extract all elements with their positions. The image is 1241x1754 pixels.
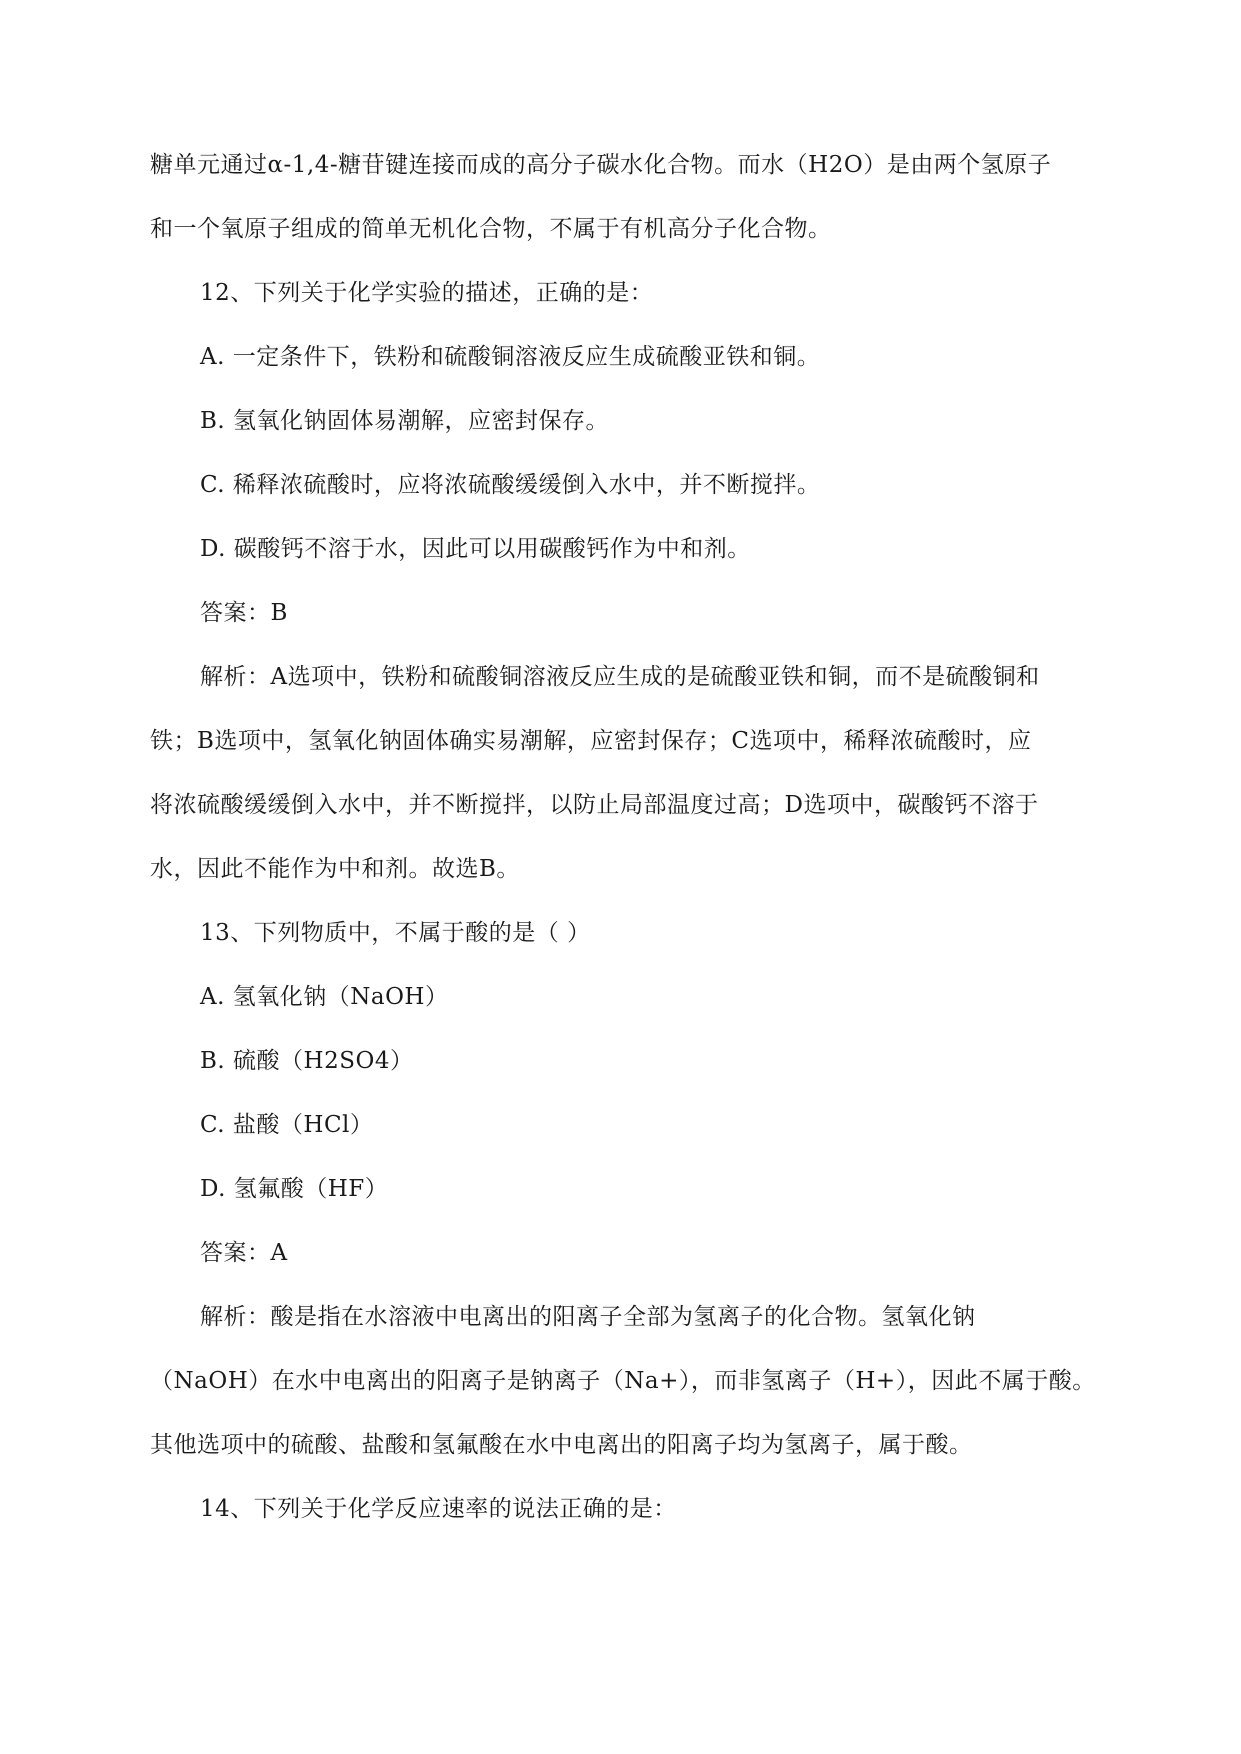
question-12-option-d: D. 碳酸钙不溶于水，因此可以用碳酸钙作为中和剂。 bbox=[200, 536, 751, 562]
question-12-explanation: 解析：A选项中，铁粉和硫酸铜溶液反应生成的是硫酸亚铁和铜，而不是硫酸铜和 bbox=[200, 664, 1040, 690]
question-13-option-c: C. 盐酸（HCl） bbox=[200, 1112, 374, 1138]
question-12-stem: 12、下列关于化学实验的描述，正确的是： bbox=[200, 280, 654, 306]
text-line-continuation: 和一个氧原子组成的简单无机化合物，不属于有机高分子化合物。 bbox=[150, 216, 832, 242]
question-13-explanation: 其他选项中的硫酸、盐酸和氢氟酸在水中电离出的阳离子均为氢离子，属于酸。 bbox=[150, 1432, 973, 1458]
question-13-answer: 答案：A bbox=[200, 1240, 288, 1266]
question-13-stem: 13、下列物质中，不属于酸的是（ ） bbox=[200, 920, 591, 946]
question-13-explanation: 解析：酸是指在水溶液中电离出的阳离子全部为氢离子的化合物。氢氧化钠 bbox=[200, 1304, 976, 1330]
question-12-option-a: A. 一定条件下，铁粉和硫酸铜溶液反应生成硫酸亚铁和铜。 bbox=[200, 344, 821, 370]
question-13-explanation: （NaOH）在水中电离出的阳离子是钠离子（Na+），而非氢离子（H+），因此不属于酸。 bbox=[150, 1368, 1096, 1394]
question-12-option-b: B. 氢氧化钠固体易潮解，应密封保存。 bbox=[200, 408, 610, 434]
question-13-option-a: A. 氢氧化钠（NaOH） bbox=[200, 984, 449, 1010]
question-13-option-d: D. 氢氟酸（HF） bbox=[200, 1176, 389, 1202]
text-line-continuation: 糖单元通过α-1,4-糖苷键连接而成的高分子碳水化合物。而水（H2O）是由两个氢原子 bbox=[150, 152, 1052, 178]
question-12-explanation: 将浓硫酸缓缓倒入水中，并不断搅拌，以防止局部温度过高；D选项中，碳酸钙不溶于 bbox=[150, 792, 1039, 818]
question-13-option-b: B. 硫酸（H2SO4） bbox=[200, 1048, 414, 1074]
question-12-option-c: C. 稀释浓硫酸时，应将浓硫酸缓缓倒入水中，并不断搅拌。 bbox=[200, 472, 821, 498]
question-12-explanation: 水，因此不能作为中和剂。故选B。 bbox=[150, 856, 520, 882]
question-12-answer: 答案：B bbox=[200, 600, 288, 626]
question-12-explanation: 铁；B选项中，氢氧化钠固体确实易潮解，应密封保存；C选项中，稀释浓硫酸时，应 bbox=[150, 728, 1032, 754]
question-14-stem: 14、下列关于化学反应速率的说法正确的是： bbox=[200, 1496, 677, 1522]
